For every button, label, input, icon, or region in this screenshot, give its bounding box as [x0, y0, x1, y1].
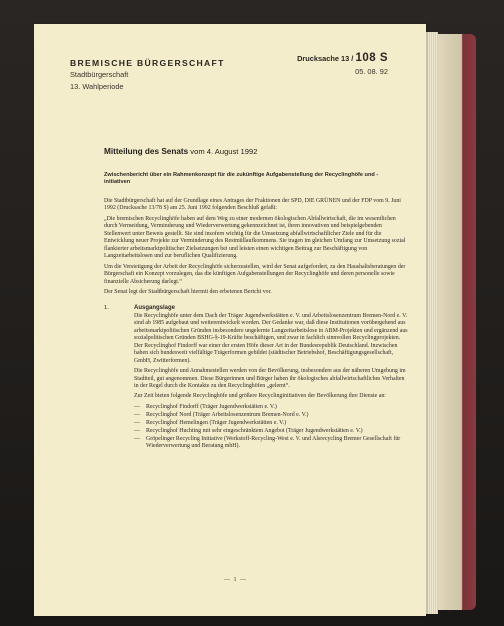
drucksache	[297, 52, 388, 64]
paragraph: Zur Zeit bieten folgende Recyclinghöfe und größere Recyclinginitiativen der Bevölkerung ihre Dienste an:	[134, 393, 386, 400]
title-main: Mitteilung des Senats	[104, 147, 189, 156]
paragraph: Die Recyclinghöfe und Annahmestellen werden von der Bevölkerung, insbesondere aus der näheren Umgebung im Stadtteil, gut angenommen. Diese Bürgerinnen und Bürger haben ihr ökologisches abfallwirtschaftliches Verhalten in der Regel durch die Kontakte zu den Recyclinghöfen „gelernt“.	[134, 368, 406, 389]
letterhead	[70, 58, 225, 92]
document-subject: Zwischenbericht über ein Rahmenkonzept für die zukünftige Aufgabenstellung der Recyclinghöfe und -initiativen	[104, 172, 379, 186]
chamber-name: Stadtbürgerschaft	[70, 70, 129, 79]
list-item: — Recyclinghof Huchting mit sehr eingeschränktem Angebot (Träger Jugendwerkstätten e. V.)	[134, 427, 363, 434]
document-title	[104, 147, 257, 156]
drucksache-label: Drucksache 13 /	[297, 54, 354, 63]
drucksache-number: 108 S	[355, 52, 388, 64]
legislative-period: 13. Wahlperiode	[70, 82, 124, 91]
page-number: — 1 —	[224, 577, 247, 583]
title-date: vom 4. August 1992	[190, 147, 258, 156]
section-number: 1.	[104, 305, 109, 312]
list-item: — Recyclinghof Findorff (Träger Jugendwerkstätten e. V.)	[134, 403, 277, 410]
document-body	[104, 198, 409, 451]
section-heading	[104, 305, 409, 312]
paragraph: „Die bremischen Recyclinghöfe haben auf dem Weg zu einer modernen ökologischen Abfallwirtschaft, die im wesentlichen durch Vermeidung, Verminderung und Wiederverwertung gekennzeichnet ist, ihren innovativen und beispielgebenden Stellenwert unter Beweis gestellt. Sie sind insofern wichtig für die Umsetzung abfallwirtschaftlicher Ziele und für die Entwicklung neuer Projekte zur Verminderung des Restmüllaufkommens. Sie tragen im gleichen Umfang zur Umsetzung sozial flankierter arbeitsmarktpolitischer Zielsetzungen bei und leisten einen wichtigen Beitrag zur Beschäftigung von Langzeitarbeitslosen und zur beruflichen Qualifizierung.	[104, 215, 406, 260]
paragraph: Die Stadtbürgerschaft hat auf der Grundlage eines Antrages der Fraktionen der SPD, DIE GRÜNEN und der FDP vom 9. Juni 1992 (Drucksache 13/78 S) am 25. Juni 1992 folgenden Beschluß gefaßt:	[104, 198, 401, 212]
list-item: — Gröpelinger Recycling Initiative (Werkstoff-Recycling-West e. V. und Alsrecycling Bremer Gesellschaft für Wiederverwertung und Beratung mbH).	[134, 435, 401, 450]
document-date: 05. 08. 92	[355, 67, 388, 76]
paragraph: Die Recyclinghöfe unter dem Dach der Träger Jugendwerkstätten e. V. und Arbeitslosenzentrum Bremen-Nord e. V. sind ab 1985 aufgebaut und weiterentwickelt worden. Der Gedanke war, daß diese Institutionen vorübergehend aus arbeitsmarktpolitischen Gründen insbesondere ungelernte Langzeitarbeitslose in ABM-Projekten und ergänzend aus sozialpolitischen Gründen BSHG-§-19-Kräfte beschäftigen, und zwar in fachlich sinnvollen Recyclingprojekten. Der Recyclinghof Findorff war einer der ersten Höfe dieser Art in der Bundesrepublik Deutschland. Inzwischen haben sich bundesweit vielfältige Trägerformen gebildet (städtischer Betriebshof, Beschäftigungsgesellschaft, GmbH, Zwitterformen).	[134, 312, 408, 364]
list-item: — Recyclinghof Hemelingen (Träger Jugendwerkstätten e. V.)	[134, 419, 287, 426]
document-page	[34, 24, 426, 616]
section-title: Ausgangslage	[134, 305, 176, 312]
paragraph: Um die Verstetigung der Arbeit der Recyclinghöfe sicherzustellen, wird der Senat aufgefordert, zu den Haushaltsberatungen der Bürgerschaft ein Konzept vorzulegen, das die künftigen Aufgabenstellungen der Recyclinghöfe und deren personelle sowie finanzielle Absicherung darlegt.“	[104, 263, 406, 285]
document-reference	[297, 52, 388, 76]
organization-name: BREMISCHE BÜRGERSCHAFT	[70, 58, 225, 68]
paragraph: Der Senat legt der Stadtbürgerschaft hiermit den erbetenen Bericht vor.	[104, 288, 272, 295]
list-item: — Recyclinghof Nord (Träger Arbeitslosenzentrum Bremen-Nord e. V.)	[134, 411, 309, 418]
